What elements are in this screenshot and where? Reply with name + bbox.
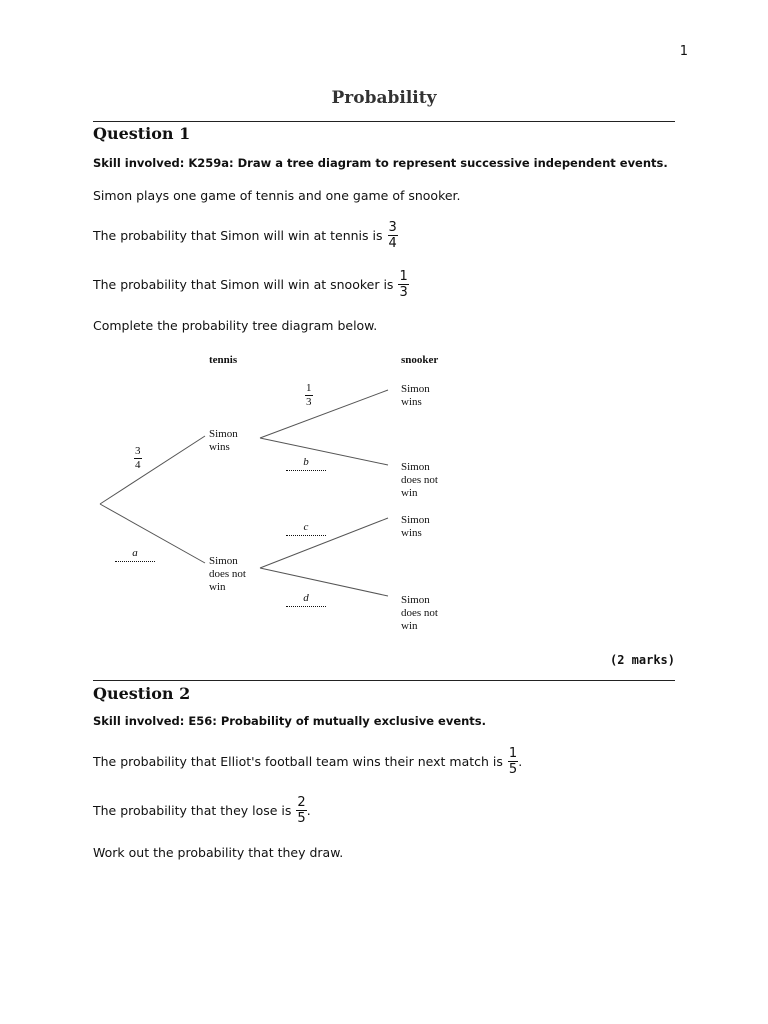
node-tennis-win: Simon wins — [209, 428, 238, 453]
leaf-win-win: Simon wins — [401, 383, 430, 408]
dotted-answer-line — [286, 468, 326, 471]
question-1-marks: (2 marks) — [609, 653, 675, 667]
blank-b[interactable] — [286, 456, 326, 471]
dotted-answer-line — [286, 604, 326, 607]
branch-label-snooker-win-upper — [305, 383, 313, 408]
branch-root-win — [100, 436, 205, 504]
fraction-denominator: 3 — [399, 285, 408, 300]
question-1-skill: Skill involved: K259a: Draw a tree diagram to represent successive independent events. — [93, 156, 668, 170]
fraction-denominator: 5 — [297, 811, 306, 826]
fraction-numerator: 1 — [399, 269, 408, 284]
blank-a[interactable] — [115, 547, 155, 562]
page-number: 1 — [679, 44, 688, 59]
fraction-numerator: 3 — [135, 445, 141, 457]
fraction-denominator: 3 — [306, 396, 312, 408]
fraction-numerator: 1 — [306, 382, 312, 394]
lose-probability-line — [93, 796, 311, 825]
dotted-answer-line — [115, 559, 155, 562]
lose-fraction — [296, 796, 306, 825]
period: . — [518, 754, 523, 769]
snooker-probability-line — [93, 270, 409, 299]
question-2-heading: Question 2 — [93, 684, 191, 703]
tree-column-snooker: snooker — [401, 354, 439, 366]
node-tennis-lose: Simon does not win — [209, 555, 246, 593]
blank-letter: c — [303, 521, 309, 533]
blank-d[interactable] — [286, 592, 326, 607]
question-1-heading: Question 1 — [93, 124, 191, 143]
question-2-skill: Skill involved: E56: Probability of mutually exclusive events. — [93, 714, 487, 728]
fraction-numerator: 2 — [297, 795, 306, 810]
fraction-denominator: 4 — [135, 459, 141, 471]
question-1-instruction: Complete the probability tree diagram below. — [93, 318, 378, 333]
blank-c[interactable] — [286, 521, 326, 536]
branch-label-tennis-win — [134, 446, 142, 471]
branch-win-win — [260, 390, 388, 438]
tree-column-tennis: tennis — [209, 354, 238, 366]
leaf-lose-lose: Simon does not win — [401, 594, 438, 632]
win-probability-line — [93, 747, 522, 776]
win-probability-text: The probability that Elliot's football team wins their next match is — [93, 754, 503, 769]
tennis-probability-text: The probability that Simon will win at tennis is — [93, 228, 383, 243]
fraction-denominator: 5 — [508, 762, 518, 777]
blank-letter: b — [303, 456, 309, 468]
blank-letter: d — [303, 592, 309, 604]
fraction-numerator: 1 — [508, 746, 518, 761]
fraction-numerator: 3 — [388, 220, 397, 235]
tennis-probability-line — [93, 221, 398, 250]
dotted-answer-line — [286, 533, 326, 536]
lose-probability-text: The probability that they lose is — [93, 803, 292, 818]
snooker-probability-text: The probability that Simon will win at snooker is — [93, 277, 394, 292]
document-title: Probability — [331, 88, 437, 108]
question-1-intro: Simon plays one game of tennis and one game of snooker. — [93, 188, 461, 203]
leaf-lose-win: Simon wins — [401, 514, 430, 539]
win-fraction — [508, 747, 518, 776]
period: . — [306, 803, 311, 818]
fraction-denominator: 4 — [388, 236, 397, 251]
blank-letter: a — [132, 547, 138, 559]
tennis-fraction — [388, 221, 398, 250]
leaf-win-lose: Simon does not win — [401, 461, 438, 499]
snooker-fraction — [398, 270, 408, 299]
rule-question-2 — [93, 680, 675, 681]
rule-top — [93, 121, 675, 122]
draw-instruction: Work out the probability that they draw. — [93, 845, 344, 860]
